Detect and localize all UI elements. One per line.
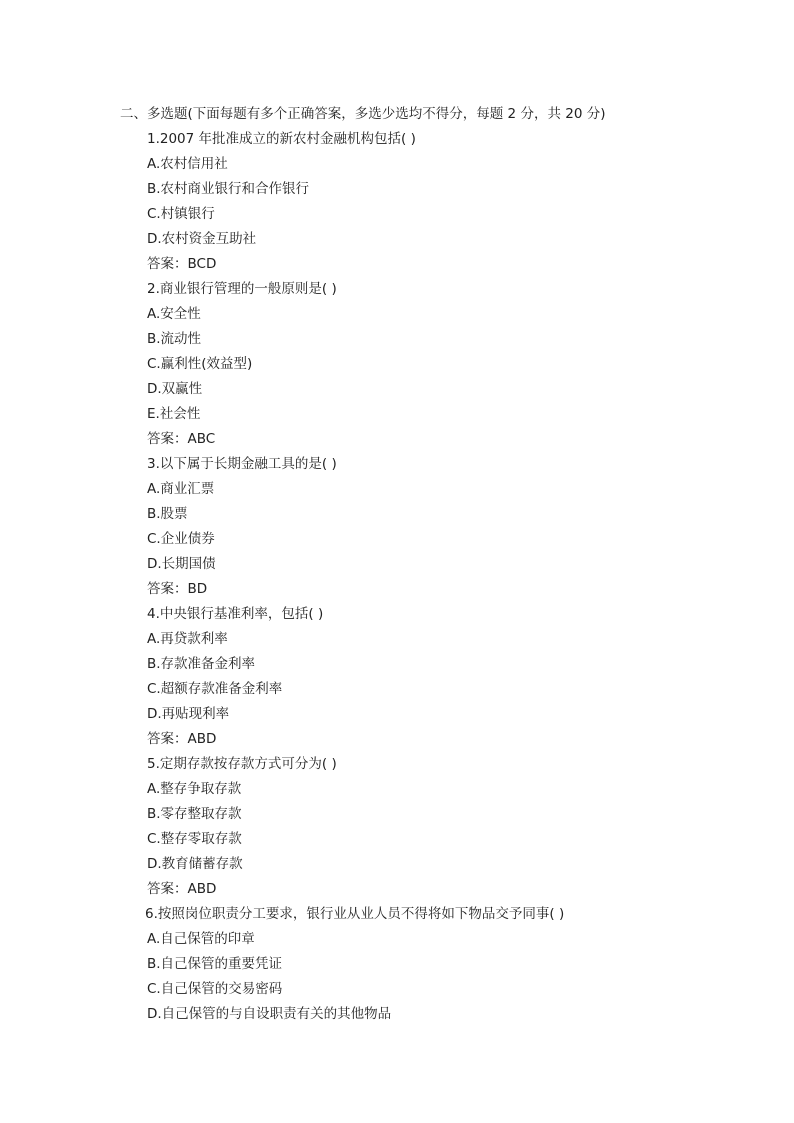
- option: C.整存零取存款: [147, 831, 242, 847]
- option: B.流动性: [147, 331, 202, 347]
- answer: 答案：BD: [147, 581, 208, 597]
- answer: 答案：ABD: [147, 881, 217, 897]
- option: A.安全性: [147, 306, 201, 322]
- question-stem: 6.按照岗位职责分工要求，银行业从业人员不得将如下物品交予同事( ): [145, 906, 565, 922]
- question-list: [147, 127, 564, 1027]
- option: A.整存争取存款: [147, 781, 242, 797]
- option: C.企业债券: [147, 531, 215, 547]
- option: C.赢利性(效益型): [147, 356, 253, 372]
- option: C.村镇银行: [147, 206, 215, 222]
- question-stem: 2.商业银行管理的一般原则是( ): [147, 281, 337, 297]
- question-stem: 4.中央银行基准利率，包括( ): [147, 606, 324, 622]
- option: D.长期国债: [147, 556, 216, 572]
- option: B.自己保管的重要凭证: [147, 956, 283, 972]
- option: D.自己保管的与自设职责有关的其他物品: [147, 1006, 392, 1022]
- option: A.自己保管的印章: [147, 931, 255, 947]
- option: B.农村商业银行和合作银行: [147, 181, 310, 197]
- answer: 答案：BCD: [147, 256, 217, 272]
- option: E.社会性: [147, 406, 201, 422]
- option: A.商业汇票: [147, 481, 215, 497]
- question-stem: 1.2007 年批准成立的新农村金融机构包括( ): [147, 131, 416, 147]
- option: A.再贷款利率: [147, 631, 228, 647]
- option: B.零存整取存款: [147, 806, 242, 822]
- answer: 答案：ABC: [147, 431, 216, 447]
- option: C.超额存款准备金利率: [147, 681, 283, 697]
- option: D.农村资金互助社: [147, 231, 257, 247]
- option: B.存款准备金利率: [147, 656, 256, 672]
- option: D.双赢性: [147, 381, 203, 397]
- question-stem: 5.定期存款按存款方式可分为( ): [147, 756, 337, 772]
- option: C.自己保管的交易密码: [147, 981, 283, 997]
- option: A.农村信用社: [147, 156, 228, 172]
- option: D.教育储蓄存款: [147, 856, 243, 872]
- option: D.再贴现利率: [147, 706, 230, 722]
- answer: 答案：ABD: [147, 731, 217, 747]
- question-stem: 3.以下属于长期金融工具的是( ): [147, 456, 337, 472]
- option: B.股票: [147, 506, 188, 522]
- section-heading: 二、多选题(下面每题有多个正确答案，多选少选均不得分，每题 2 分，共 20 分): [120, 106, 606, 122]
